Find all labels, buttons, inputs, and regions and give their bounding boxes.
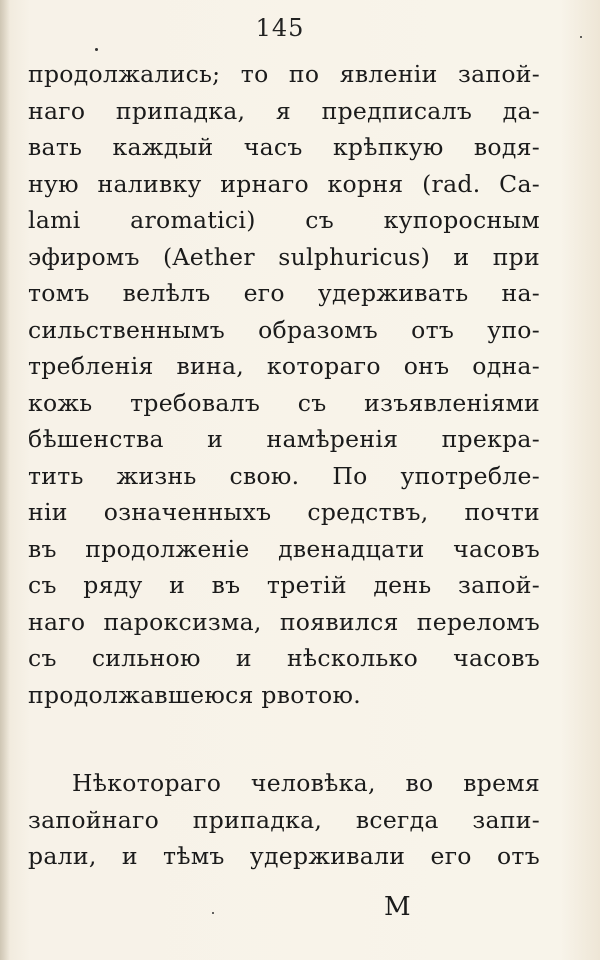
page-number: 145 [255,14,305,42]
text-line: продолжались; то по явленіи запой- [28,60,540,88]
text-line: томъ велѣлъ его удерживать на- [28,279,540,307]
text-line: сильственнымъ образомъ отъ упо- [28,315,540,344]
text-line: вать каждый часъ крѣпкую водя- [28,133,540,161]
text-line: наго припадка, я предписалъ да- [28,96,540,125]
page-text [28,56,540,875]
text-line: въ продолженіе двенадцати часовъ [28,534,540,563]
text-line: Нѣкотораго человѣка, во время [72,769,540,797]
text-line: съ ряду и въ третій день запой- [28,571,540,599]
text-line: запойнаго припадка, всегда запи- [28,805,540,834]
signature-mark: M [384,892,411,922]
text-line: наго пароксизма, появился переломъ [28,607,540,636]
text-line: требленія вина, котораго онъ одна- [28,352,540,380]
text-line: рали, и тѣмъ удерживали его отъ [28,842,540,870]
ink-speck [95,48,98,51]
text-line: бѣшенства и намѣренія прекра- [28,425,540,453]
paragraph-gap [28,713,540,765]
text-line: эфиромъ (Aether sulphuricus) и при [28,242,540,271]
text-line: ную наливку ирнаго корня (rad. Ca- [28,169,540,198]
page-spine-shadow [0,0,10,960]
text-line: съ сильною и нѣсколько часовъ [28,644,540,672]
ink-speck [212,912,214,914]
text-line: тить жизнь свою. По употребле- [28,461,540,490]
ink-speck [580,36,582,38]
text-line: lami aromatici) съ купоросным [28,206,540,234]
text-line: продолжавшеюся рвотою. [28,680,362,709]
text-line: кожь требовалъ съ изъявленіями [28,388,540,417]
text-line: ніи означенныхъ средствъ, почти [28,498,540,526]
